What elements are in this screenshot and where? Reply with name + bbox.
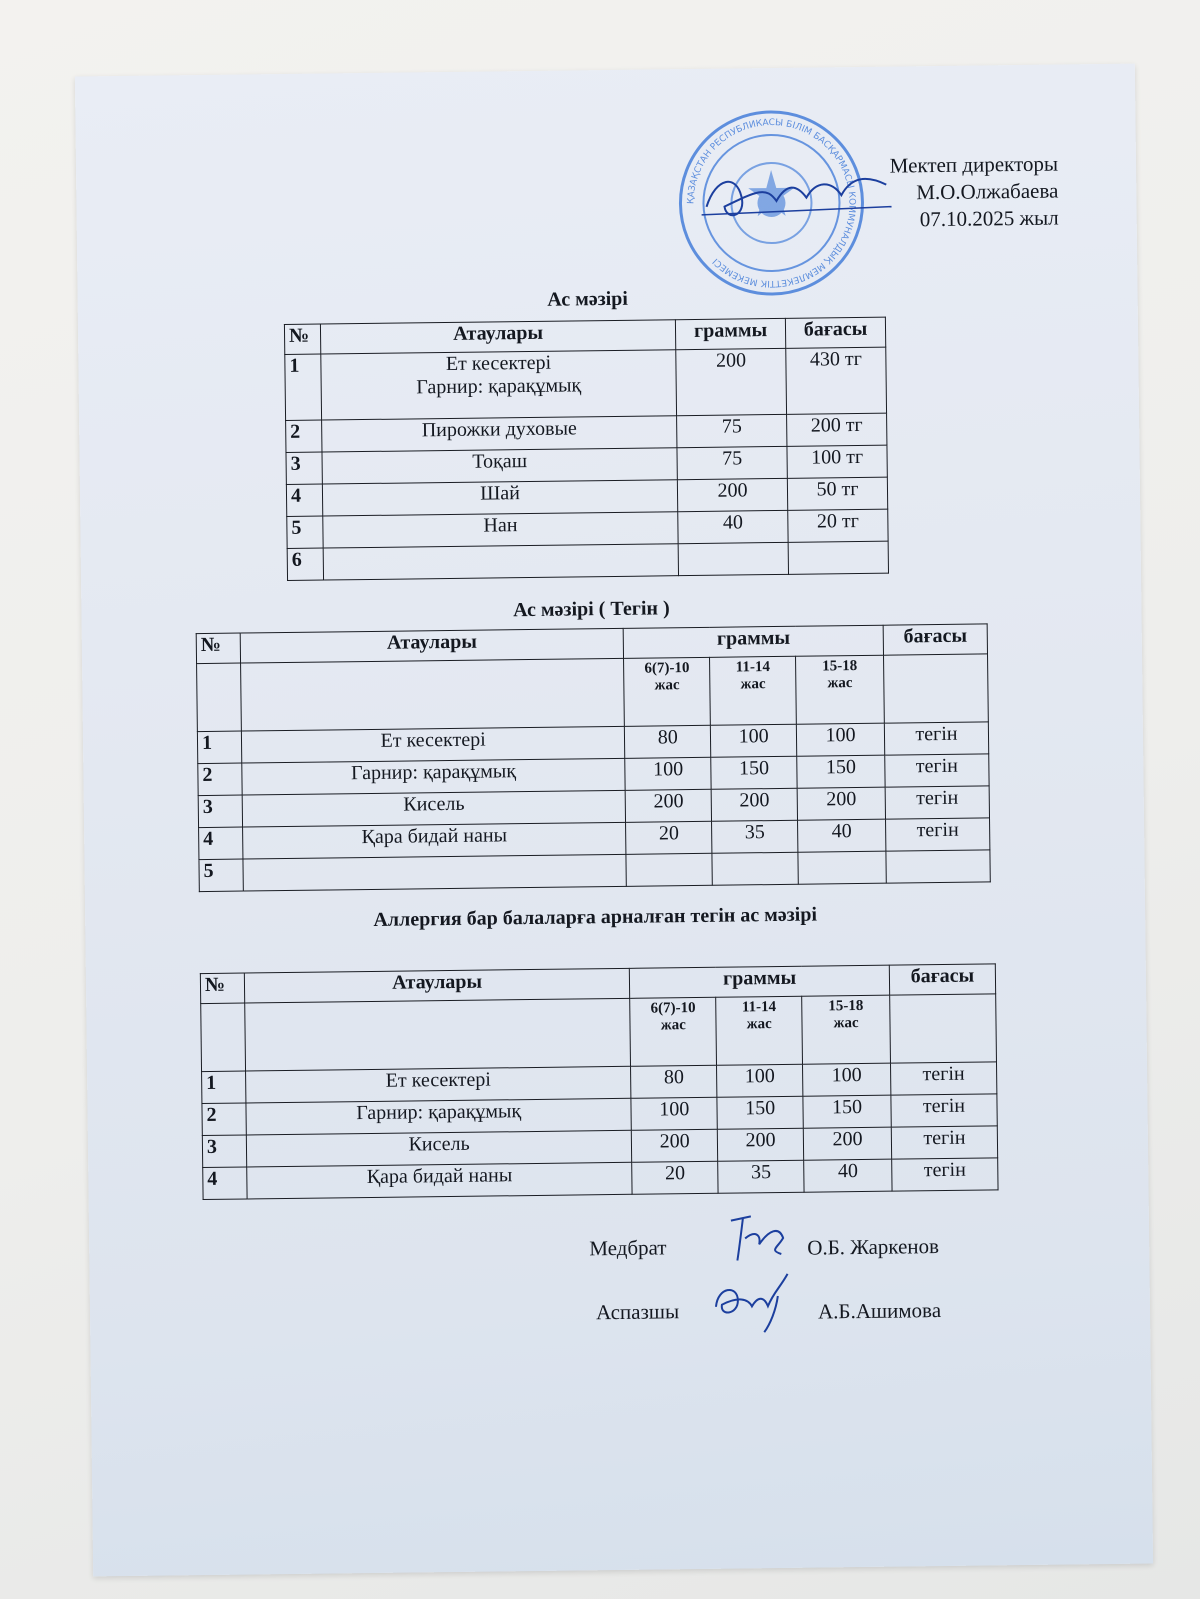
row-price: 430 тг [786, 347, 887, 414]
signature-cook-name: А.Б.Ашимова [817, 1298, 942, 1324]
age-range: 15-18 [828, 997, 864, 1015]
col-name: Атаулары [244, 968, 630, 1003]
row-name: Тоқаш [322, 448, 678, 484]
row-name: Ет кесектері [245, 1066, 631, 1103]
age-group-1 [630, 997, 717, 1066]
row-price: 20 тг [788, 509, 888, 542]
col-num: № [284, 324, 320, 354]
row-num: 3 [202, 1135, 246, 1168]
age-header-row [201, 994, 997, 1072]
age-unit: жас [740, 676, 766, 693]
row-grams-2: 35 [718, 1160, 804, 1193]
row-grams-3: 40 [798, 819, 886, 852]
menu1-title: Ас мәзірі [547, 287, 629, 311]
document-page [75, 64, 1153, 1577]
director-name: М.О.Олжабаева [916, 178, 1059, 205]
age-group-3 [802, 995, 891, 1064]
row-grams-3: 200 [803, 1127, 891, 1160]
row-num: 1 [285, 354, 322, 420]
row-num: 5 [199, 859, 243, 892]
age-range: 6(7)-10 [644, 660, 690, 677]
signature-medbrat-name: О.Б. Жаркенов [807, 1234, 940, 1260]
empty-cell [884, 654, 989, 723]
approval-date: 07.10.2025 жыл [919, 205, 1059, 232]
stamp-text: ҚАЗАҚСТАН РЕСПУБЛИКАСЫ БІЛІМ БАСҚАРМАСЫ КОММУНАЛДЫҚ МЕМЛЕКЕТТІК МЕКЕМЕСІ [686, 118, 857, 289]
table-row [287, 541, 888, 580]
age-group-2 [710, 656, 797, 725]
row-name: Кисель [242, 790, 626, 827]
row-num: 4 [199, 827, 243, 860]
row-num: 3 [286, 452, 322, 484]
age-unit: жас [660, 1017, 686, 1034]
row-name-line1: Ет кесектері [445, 351, 552, 376]
row-name: Гарнир: қарақұмық [246, 1098, 632, 1135]
age-range: 11-14 [741, 999, 777, 1016]
row-price [788, 541, 888, 574]
row-grams-2: 100 [717, 1064, 803, 1097]
row-grams: 75 [677, 446, 787, 479]
row-grams-1: 100 [625, 757, 711, 790]
row-name: Кисель [246, 1130, 632, 1167]
row-grams: 40 [678, 510, 788, 543]
row-grams-3: 200 [797, 787, 885, 820]
row-grams-2: 35 [712, 820, 798, 853]
row-price: тегін [885, 786, 989, 819]
col-name: Атаулары [320, 320, 676, 354]
age-range: 6(7)-10 [650, 1000, 696, 1017]
age-header-row [197, 654, 989, 732]
row-name [321, 350, 677, 420]
row-grams-2: 200 [711, 788, 797, 821]
empty-cell [197, 663, 242, 732]
row-price: тегін [885, 754, 989, 787]
row-num: 2 [286, 420, 322, 452]
row-grams-3: 100 [796, 723, 884, 756]
col-grams: граммы [676, 318, 786, 349]
row-grams: 200 [676, 348, 787, 415]
row-grams-3: 40 [804, 1159, 892, 1192]
table-row [285, 347, 887, 420]
row-name [243, 854, 627, 891]
col-price: бағасы [883, 624, 987, 655]
age-unit: жас [654, 677, 680, 694]
row-price: 50 тг [787, 477, 887, 510]
director-role: Мектеп директоры [889, 151, 1059, 178]
row-grams-1: 200 [632, 1129, 718, 1162]
row-grams-2: 200 [718, 1128, 804, 1161]
row-num: 3 [198, 795, 242, 828]
age-range: 11-14 [735, 659, 771, 676]
menu2-table [196, 623, 991, 892]
row-price: тегін [886, 818, 990, 851]
row-grams-1: 200 [625, 789, 711, 822]
row-grams-2 [712, 852, 798, 885]
row-price: тегін [891, 1126, 997, 1159]
row-num: 2 [202, 1103, 246, 1136]
row-grams-1: 20 [626, 821, 712, 854]
signature-medbrat [589, 1235, 667, 1261]
row-name-line2: Гарнир: қарақұмық [416, 374, 582, 399]
row-grams-1: 80 [625, 725, 711, 758]
col-name: Атаулары [240, 628, 624, 663]
row-price: тегін [891, 1062, 997, 1095]
menu3-title: Аллергия бар балаларға арналған тегін ас мәзірі [373, 903, 818, 931]
signature-role: Медбрат [589, 1235, 667, 1261]
row-price: тегін [884, 722, 988, 755]
col-num: № [200, 973, 244, 1004]
age-range: 15-18 [822, 658, 858, 675]
menu3-table [200, 963, 999, 1200]
row-price: 100 тг [787, 445, 887, 478]
row-price: тегін [892, 1158, 998, 1191]
row-num: 1 [202, 1071, 246, 1104]
row-grams-1: 100 [631, 1097, 717, 1130]
row-name: Нан [323, 512, 679, 548]
row-grams-3: 150 [803, 1095, 891, 1128]
row-num: 6 [287, 548, 323, 580]
age-unit: жас [827, 675, 853, 692]
signature-role: Аспазшы [595, 1299, 680, 1325]
row-grams-3: 150 [797, 755, 885, 788]
director-signature-icon [696, 165, 897, 227]
col-grams: граммы [623, 625, 883, 658]
row-price: 200 тг [787, 413, 887, 446]
row-grams-1: 80 [631, 1065, 717, 1098]
row-grams: 75 [677, 414, 787, 447]
col-num: № [196, 633, 240, 664]
menu2-title: Ас мәзірі ( Тегін ) [513, 597, 670, 622]
empty-cell [890, 994, 997, 1063]
row-grams-3 [798, 851, 886, 884]
row-grams-2: 150 [717, 1096, 803, 1129]
row-grams [678, 542, 788, 575]
row-price: тегін [891, 1094, 997, 1127]
empty-cell [241, 658, 625, 731]
row-name: Гарнир: қарақұмық [242, 758, 626, 795]
row-name: Қара бидай наны [243, 822, 627, 859]
row-name: Пирожки духовые [322, 416, 678, 452]
empty-cell [201, 1003, 246, 1072]
age-unit: жас [746, 1016, 772, 1033]
row-grams: 200 [678, 478, 788, 511]
menu1-table [284, 317, 889, 581]
col-price: бағасы [889, 964, 995, 995]
row-num: 4 [286, 484, 322, 516]
age-group-1 [624, 657, 711, 726]
row-grams-1: 20 [632, 1161, 718, 1194]
signature-cook [596, 1299, 679, 1325]
empty-cell [245, 998, 631, 1071]
medbrat-signature-icon [721, 1208, 802, 1265]
row-grams-2: 150 [711, 756, 797, 789]
row-name: Қара бидай наны [247, 1162, 633, 1199]
age-group-2 [716, 996, 803, 1065]
approval-block [890, 151, 1059, 234]
row-num: 2 [198, 763, 242, 796]
row-num: 5 [287, 516, 323, 548]
row-num: 4 [203, 1167, 247, 1200]
row-grams-2: 100 [711, 724, 797, 757]
row-price [886, 850, 990, 883]
row-name: Ет кесектері [241, 726, 625, 763]
cook-signature-icon [707, 1266, 808, 1337]
col-price: бағасы [785, 317, 885, 348]
col-grams: граммы [630, 965, 890, 998]
row-grams-1 [626, 853, 712, 886]
row-name [323, 544, 679, 580]
row-grams-3: 100 [803, 1063, 891, 1096]
age-unit: жас [833, 1015, 859, 1032]
row-num: 1 [197, 731, 241, 764]
age-group-3 [796, 655, 885, 724]
row-name: Шай [322, 480, 678, 516]
